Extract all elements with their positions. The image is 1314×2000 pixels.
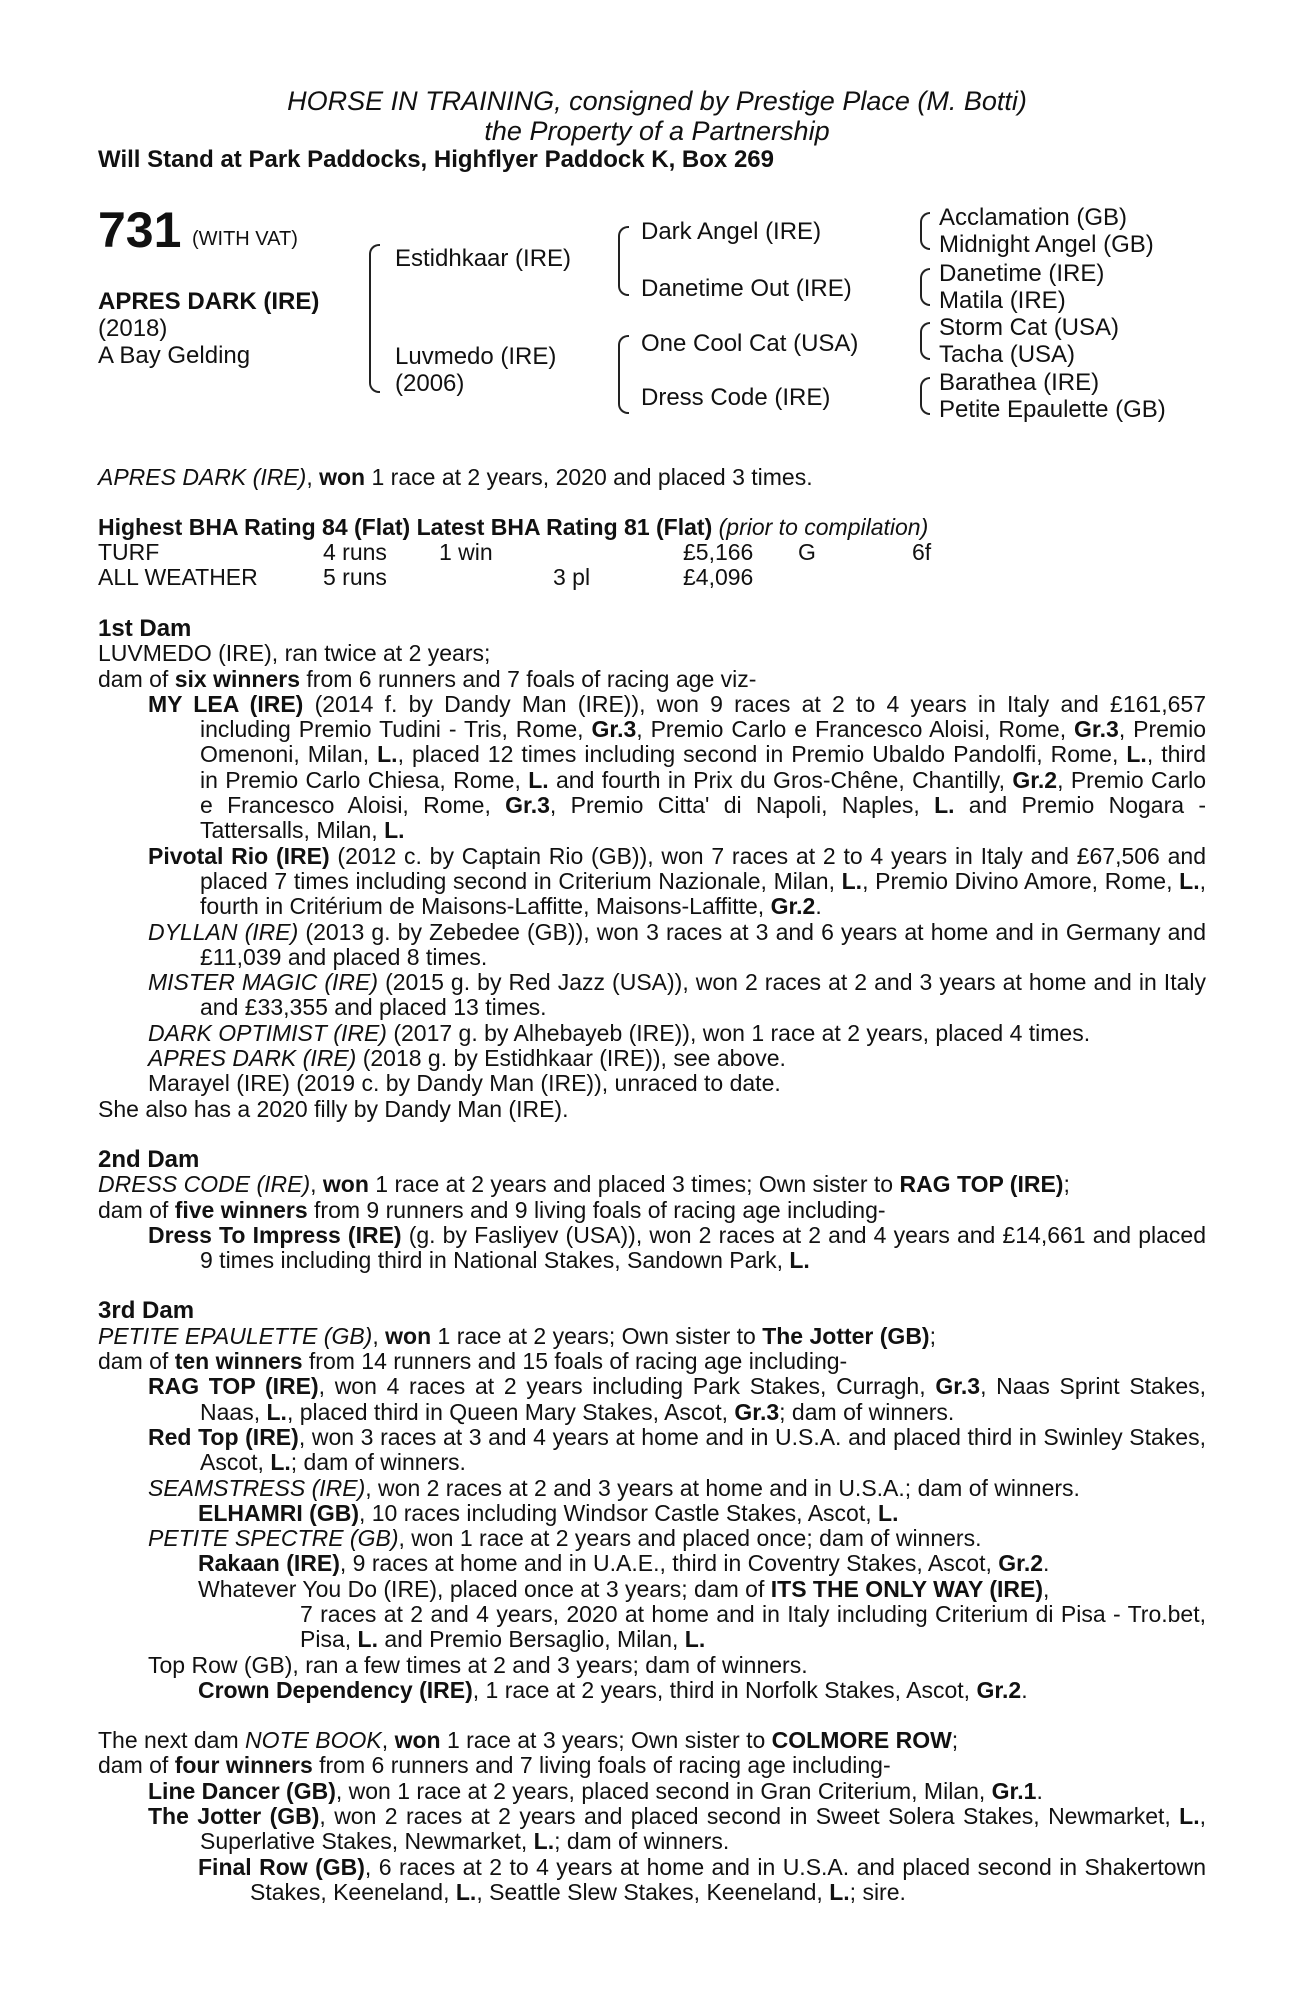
progeny-entry: Pivotal Rio (IRE) (2012 c. by Captain Rio (GB)), won 7 races at 2 to 4 years in Italy and £67,506 and placed 7 times including second in Criterium Nazionale, Milan, L., Premio Divino Amore, Rome, L., fourth in Critérium de Maisons-Laffitte, Maisons-Laffitte, Gr.2. (148, 842, 1206, 920)
progeny-entry: RAG TOP (IRE), won 4 races at 2 years including Park Stakes, Curragh, Gr.3, Naas Sprint Stakes, Naas, L., placed third in Queen Mary Stakes, Ascot, Gr.3; dam of winners. (148, 1373, 1207, 1425)
ggp-5: Storm Cat (USA) (939, 314, 1120, 341)
progeny-entry: Whatever You Do (IRE), placed once at 3 years; dam of ITS THE ONLY WAY (IRE), (198, 1575, 1050, 1602)
dam: Luvmedo (IRE) (395, 343, 557, 370)
produce-record (98, 616, 1206, 1905)
progeny-entry: APRES DARK (IRE) (2018 g. by Estidhkaar (IRE)), see above. (148, 1045, 786, 1072)
next-dam-text: dam of four winners from 6 runners and 7 living foals of racing age including- (98, 1752, 891, 1779)
ggp-8: Petite Epaulette (GB) (939, 396, 1166, 423)
dam-dam: Dress Code (IRE) (641, 384, 831, 411)
progeny-entry: MY LEA (IRE) (2014 f. by Dandy Man (IRE)), won 9 races at 2 to 4 years in Italy and £161,657 including Premio Tudini - Tris, Rome, Gr.3, Premio Carlo e Francesco Aloisi, Rome, Gr.3, Premio Omenoni, Milan, L., placed 12 times including second in Premio Ubaldo Pandolfi, Rome, L., third in Premio Carlo Chiesa, Rome, L. and fourth in Prix du Gros-Chêne, Chantilly, Gr.2, Premio Carlo e Francesco Aloisi, Rome, Gr.3, Premio Citta' di Napoli, Naples, L. and Premio Nogara - Tattersalls, Milan, L. (148, 690, 1206, 844)
horse-description: A Bay Gelding (98, 342, 251, 369)
lot-number: 731 (98, 202, 182, 258)
progeny-entry: Dress To Impress (IRE) (g. by Fasliyev (USA)), won 2 races at 2 and 4 years and £14,661 and placed 9 times including third in National Stakes, Sandown Park, L. (148, 1221, 1206, 1274)
pedigree-brace (369, 244, 380, 393)
sire-sire: Dark Angel (IRE) (641, 218, 822, 245)
progeny-entry: Line Dancer (GB), won 1 race at 2 years, placed second in Gran Criterium, Milan, Gr.1. (148, 1777, 1043, 1804)
record-earnings: £5,166 (683, 539, 754, 565)
catalogue-subheading: the Property of a Partnership (484, 116, 830, 146)
vat-note: (WITH VAT) (192, 228, 298, 250)
record-going: G (798, 539, 816, 565)
progeny-entry: Top Row (GB), ran a few times at 2 and 3 years; dam of winners. (148, 1651, 808, 1678)
horse-year: (2018) (98, 315, 168, 342)
record-surface: ALL WEATHER (98, 564, 258, 590)
progeny-entry: Final Row (GB), 6 races at 2 to 4 years at home and in U.S.A. and placed second in Shakertown Stakes, Keeneland, L., Seattle Slew Stakes, Keeneland, L.; sire. (198, 1853, 1206, 1905)
next-dam-text: The next dam NOTE BOOK, won 1 race at 3 years; Own sister to COLMORE ROW; (98, 1727, 959, 1754)
first-dam-text: LUVMEDO (IRE), ran twice at 2 years; (98, 640, 491, 667)
second-dam-text: dam of five winners from 9 runners and 9 living foals of racing age including- (98, 1196, 886, 1223)
sire: Estidhkaar (IRE) (395, 245, 572, 272)
progeny-entry: Red Top (IRE), won 3 races at 3 and 4 years at home and in U.S.A. and placed third in Swinley Stakes, Ascot, L.; dam of winners. (148, 1423, 1206, 1476)
dam-sire: One Cool Cat (USA) (641, 330, 859, 357)
ggp-6: Tacha (USA) (939, 341, 1076, 368)
pedigree-brace (618, 335, 629, 414)
second-dam-text: DRESS CODE (IRE), won 1 race at 2 years and placed 3 times; Own sister to RAG TOP (IRE); (98, 1171, 1070, 1198)
race-summary: APRES DARK (IRE), won 1 race at 2 years, 2020 and placed 3 times. (98, 464, 813, 490)
pedigree-brace (920, 377, 930, 415)
record-surface: TURF (98, 539, 160, 565)
record-placed: 3 pl (553, 564, 591, 590)
progeny-entry: ELHAMRI (GB), 10 races including Windsor Castle Stakes, Ascot, L. (198, 1499, 899, 1526)
third-dam-text: PETITE EPAULETTE (GB), won 1 race at 2 years; Own sister to The Jotter (GB); (98, 1322, 936, 1349)
progeny-entry: 7 races at 2 and 4 years, 2020 at home and in Italy including Criterium di Pisa - Tro.bet, Pisa, L. and Premio Bersaglio, Milan, L. (300, 1600, 1206, 1653)
progeny-entry: MISTER MAGIC (IRE) (2015 g. by Red Jazz (USA)), won 2 races at 2 and 3 years at home and in Italy and £33,355 and placed 13 times. (148, 969, 1206, 1021)
progeny-entry: Crown Dependency (IRE), 1 race at 2 years, third in Norfolk Stakes, Ascot, Gr.2. (198, 1676, 1028, 1703)
progeny-entry: The Jotter (GB), won 2 races at 2 years and placed second in Sweet Solera Stakes, Newmarket, L., Superlative Stakes, Newmarket, L.; dam of winners. (148, 1803, 1206, 1855)
progeny-entry: DYLLAN (IRE) (2013 g. by Zebedee (GB)), won 3 races at 3 and 6 years at home and in Germany and £11,039 and placed 8 times. (148, 918, 1206, 970)
ggp-4: Matila (IRE) (939, 287, 1066, 314)
ggp-7: Barathea (IRE) (939, 369, 1100, 396)
dam-year: (2006) (395, 370, 465, 397)
summary-horse: APRES DARK (IRE) (98, 464, 307, 490)
first-dam-heading: 1st Dam (98, 615, 192, 642)
summary-rest: 1 race at 2 years, 2020 and placed 3 times. (365, 464, 813, 490)
bha-rating (98, 514, 928, 541)
second-dam-heading: 2nd Dam (98, 1145, 200, 1173)
record-wins: 1 win (439, 539, 493, 565)
record-runs: 4 runs (323, 539, 387, 565)
progeny-entry: DARK OPTIMIST (IRE) (2017 g. by Alhebayeb (IRE)), won 1 race at 2 years, placed 4 times. (148, 1019, 1091, 1046)
progeny-entry: Rakaan (IRE), 9 races at home and in U.A.E., third in Coventry Stakes, Ascot, Gr.2. (198, 1550, 1050, 1577)
pedigree-brace (920, 322, 930, 360)
record-distance: 6f (912, 539, 932, 565)
catalogue-heading: HORSE IN TRAINING, consigned by Prestige Place (M. Botti) (287, 86, 1027, 116)
ggp-3: Danetime (IRE) (939, 260, 1105, 287)
rating-note: (prior to compilation) (718, 514, 929, 540)
pedigree-brace (920, 212, 930, 250)
progeny-entry: PETITE SPECTRE (GB), won 1 race at 2 years and placed once; dam of winners. (148, 1525, 982, 1552)
record-runs: 5 runs (323, 564, 387, 590)
ggp-1: Acclamation (GB) (939, 204, 1128, 231)
pedigree-brace (618, 226, 629, 296)
first-dam-text: dam of six winners from 6 runners and 7 foals of racing age viz- (98, 665, 757, 692)
third-dam-heading: 3rd Dam (98, 1297, 195, 1325)
summary-won: won (319, 464, 366, 490)
stabling-info: Will Stand at Park Paddocks, Highflyer Paddock K, Box 269 (98, 146, 774, 173)
sire-dam: Danetime Out (IRE) (641, 275, 852, 302)
rating-text: Highest BHA Rating 84 (Flat) Latest BHA Rating 81 (Flat) (98, 514, 713, 540)
progeny-entry: SEAMSTRESS (IRE), won 2 races at 2 and 3 years at home and in U.S.A.; dam of winners. (148, 1474, 1080, 1501)
third-dam-text: dam of ten winners from 14 runners and 15 foals of racing age including- (98, 1348, 848, 1375)
pedigree-brace (920, 268, 930, 306)
record-earnings: £4,096 (683, 564, 754, 590)
ggp-2: Midnight Angel (GB) (939, 231, 1154, 258)
first-dam-text: She also has a 2020 filly by Dandy Man (IRE). (98, 1095, 569, 1122)
progeny-entry: Marayel (IRE) (2019 c. by Dandy Man (IRE)), unraced to date. (148, 1070, 781, 1097)
horse-name: APRES DARK (IRE) (98, 288, 320, 315)
